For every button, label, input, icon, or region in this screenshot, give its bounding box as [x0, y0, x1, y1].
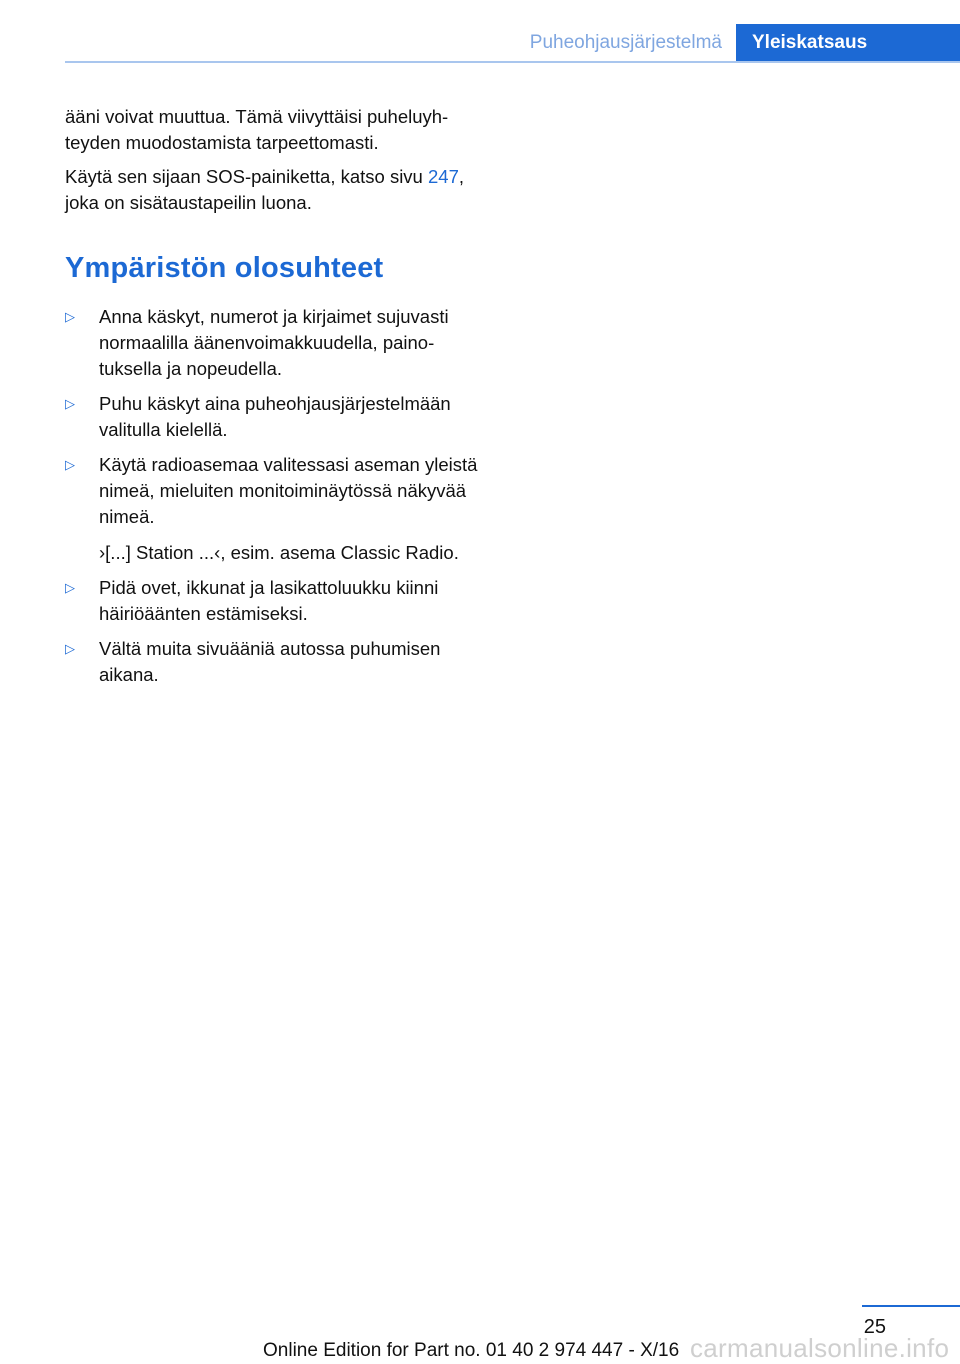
triangle-bullet-icon: ▷: [65, 309, 75, 324]
triangle-bullet-icon: ▷: [65, 396, 75, 411]
triangle-bullet-icon: ▷: [65, 580, 75, 595]
list-item-example: ›[...] Station ...‹, esim. asema Classic Radio.: [99, 542, 459, 563]
intro-paragraph-1: ääni voivat muuttua. Tämä viivyttäisi puheluyhteyden muodostamista tarpeettomasti.: [65, 106, 449, 153]
intro-text: [65, 104, 480, 216]
list-item: [65, 452, 485, 566]
list-item: [65, 391, 485, 443]
intro-paragraph-2: [65, 164, 480, 216]
list-item-text: Pidä ovet, ikkunat ja lasikattoluukku kiinni häiriöäänten estämiseksi.: [99, 577, 439, 624]
triangle-bullet-icon: ▷: [65, 457, 75, 472]
header-divider: [65, 61, 960, 63]
list-item-text: Anna käskyt, numerot ja kirjaimet sujuvasti normaalilla äänenvoimakkuudella, painotuksella ja nopeudella.: [99, 306, 449, 379]
watermark: carmanualsonline.info: [690, 1333, 950, 1363]
header-chapter-tab: Yleiskatsaus: [736, 24, 960, 62]
header-section-title: Puheohjausjärjestelmä: [529, 32, 722, 53]
list-item: [65, 575, 485, 627]
list-item-text: Puhu käskyt aina puheohjausjärjestelmään valitulla kielellä.: [99, 393, 451, 440]
intro-p2-after: , joka on sisätaustapeilin luona.: [65, 166, 465, 213]
triangle-bullet-icon: ▷: [65, 641, 75, 656]
list-item: [65, 304, 485, 382]
page-reference-link[interactable]: 247: [428, 166, 459, 187]
list-item-text: Käytä radioasemaa valitessasi aseman yleistä nimeä, mieluiten monitoiminäytössä näkyvää nimeä.: [99, 454, 478, 527]
intro-p2-before: Käytä sen sijaan SOS-painiketta, katso sivu: [65, 166, 428, 187]
list-item-text: Vältä muita sivuääniä autossa puhumisen aikana.: [99, 638, 441, 685]
list-item: [65, 636, 485, 688]
section-heading: Ympäristön olosuhteet: [65, 252, 384, 284]
page-number-rule: [862, 1305, 960, 1307]
edition-note: Online Edition for Part no. 01 40 2 974 447 - X/16: [263, 1340, 680, 1361]
conditions-list: [65, 304, 485, 697]
page-number: 25: [863, 1316, 886, 1338]
